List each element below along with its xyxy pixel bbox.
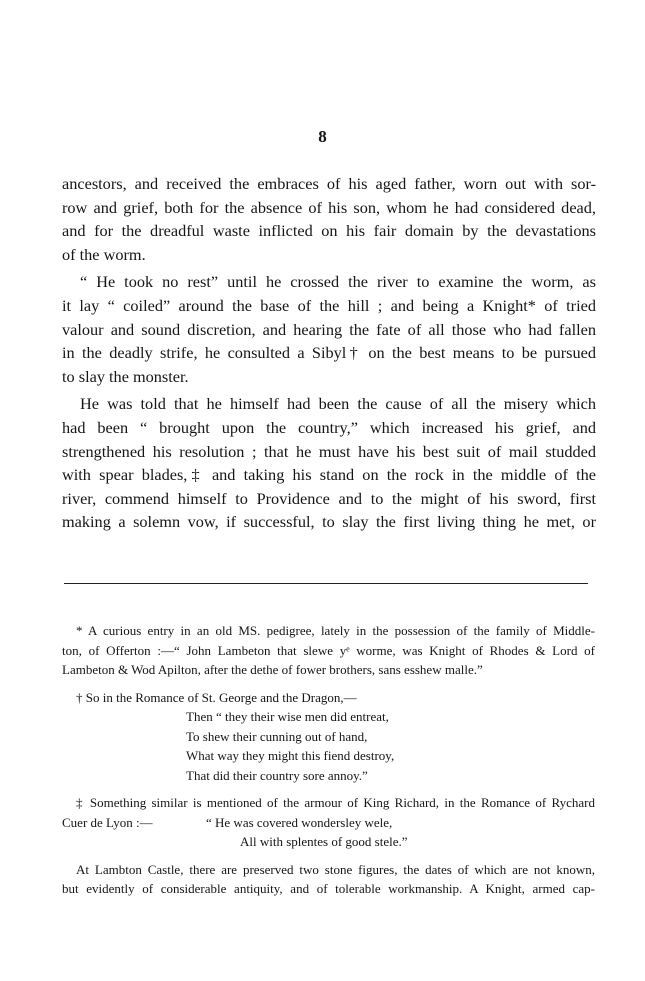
verse-line: What way they might this fiend destroy, xyxy=(186,748,395,763)
verse-line: To shew their cunning out of hand, xyxy=(186,728,368,744)
footnote-line: ‡ Something similar is mentioned of the armour of King Richard, in the Romance of Rychard xyxy=(76,795,595,810)
verse-line: Then “ they their wise men did entreat, xyxy=(186,709,389,724)
text-line: with spear blades,‡ and taking his stand on the rock in the middle of the xyxy=(62,465,596,485)
footnote-line: † So in the Romance of St. George and the Dragon,— xyxy=(76,689,357,705)
text-line: had been “ brought upon the country,” which increased his grief, and xyxy=(62,417,596,437)
text-line: it lay “ coiled” around the base of the hill ; and being a Knight* of tried xyxy=(62,295,596,315)
text-line: valour and sound discretion, and hearing the fate of all those who had fallen xyxy=(62,319,596,339)
footnote-double-dagger xyxy=(62,793,595,852)
footnote-line: but evidently of considerable antiquity, and of tolerable workmanship. A Knight, armed cap- xyxy=(62,881,595,896)
footnote-line: ton, of Offerton :—“ John Lambeton that slewe yᵉ worme, was Knight of Rhodes & Lord of xyxy=(62,642,595,658)
text-line: and for the dreadful waste inflicted on his fair domain by the devastations xyxy=(62,221,596,241)
text-line: of the worm. xyxy=(62,244,146,264)
footnote-line: At Lambton Castle, there are preserved two stone figures, the dates of which are not known, xyxy=(76,861,595,877)
text-line: river, commend himself to Providence and to the might of his sword, first xyxy=(62,488,596,508)
footnotes xyxy=(62,621,595,899)
footnote-line: * A curious entry in an old MS. pedigree, lately in the possession of the family of Middle- xyxy=(76,623,595,638)
footnote-lambton xyxy=(62,860,595,899)
verse-line: “ He was covered wondersley wele, xyxy=(206,814,393,830)
footnote-star xyxy=(62,621,595,680)
footnote-divider xyxy=(64,583,588,584)
paragraph-2 xyxy=(62,270,596,388)
page-number: 8 xyxy=(318,127,327,146)
footnote-lead: Cuer de Lyon :— xyxy=(62,814,153,830)
footnote-line: Lambeton & Wod Apilton, after the dethe of fower brothers, sans esshew malle.” xyxy=(62,662,483,677)
footnote-dagger xyxy=(62,688,595,786)
text-line: making a solemn vow, if successful, to slay the first living thing he met, or xyxy=(62,512,596,532)
verse-line: All with splentes of good stele.” xyxy=(240,834,408,849)
text-line: to slay the monster. xyxy=(62,366,189,386)
paragraph-1 xyxy=(62,172,596,266)
text-line: in the deadly strife, he consulted a Sibyl† on the best means to be pursued xyxy=(62,343,596,363)
text-line: “ He took no rest” until he crossed the river to examine the worm, as xyxy=(80,272,596,292)
footnote-line xyxy=(62,813,595,833)
paragraph-3 xyxy=(62,392,596,534)
text-line: strengthened his resolution ; that he must have his best suit of mail studded xyxy=(62,441,596,461)
text-line: ancestors, and received the embraces of his aged father, worn out with sor- xyxy=(62,174,596,193)
text-line: He was told that he himself had been the cause of all the misery which xyxy=(80,394,596,414)
verse-line: That did their country sore annoy.” xyxy=(186,767,368,783)
text-line: row and grief, both for the absence of his son, whom he had considered dead, xyxy=(62,197,596,217)
main-text xyxy=(62,172,596,534)
